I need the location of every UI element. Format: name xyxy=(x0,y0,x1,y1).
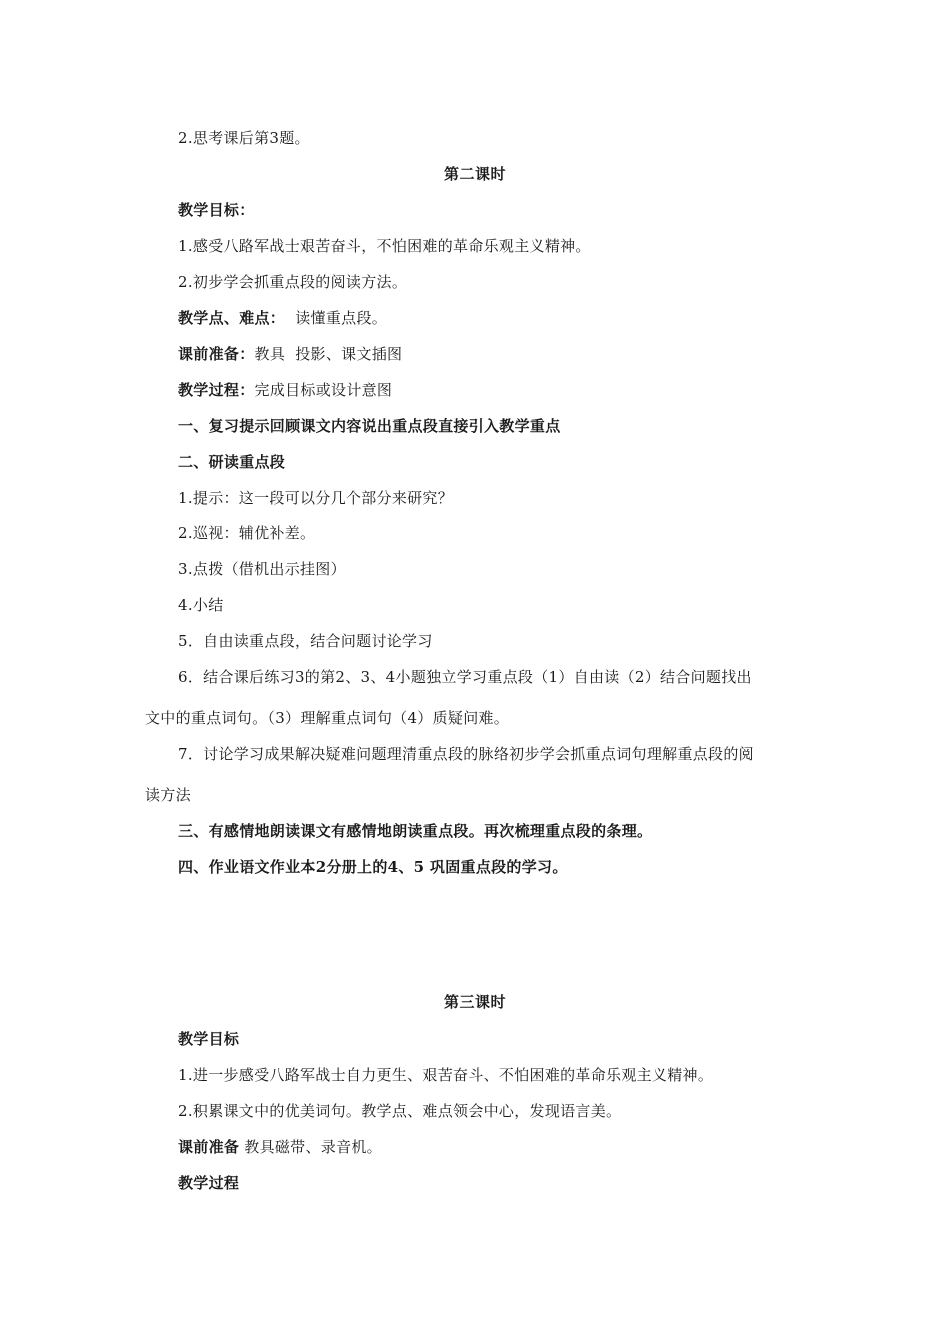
lesson-3-title: 第三课时 xyxy=(443,993,506,1011)
process-text: 完成目标或设计意图 xyxy=(254,381,393,399)
step-7-line-2: 读方法 xyxy=(145,786,191,804)
step-3: 3.点拨（借机出示挂图） xyxy=(178,560,346,578)
lesson-2-title: 第二课时 xyxy=(443,165,506,183)
step-2: 2.巡视：辅优补差。 xyxy=(178,524,316,542)
teaching-goal-2: 2.初步学会抓重点段的阅读方法。 xyxy=(178,273,408,291)
section-4-heading: 四、作业语文作业本2分册上的4、5 巩固重点段的学习。 xyxy=(178,858,568,876)
process-row xyxy=(178,380,392,400)
step-5: 5．自由读重点段，结合问题讨论学习 xyxy=(178,632,433,650)
step-4: 4.小结 xyxy=(178,596,224,614)
teaching-goal-label: 教学目标： xyxy=(178,201,255,219)
section-2-heading: 二、研读重点段 xyxy=(178,453,286,471)
key-points-text: 读懂重点段。 xyxy=(285,309,388,327)
key-points-label: 教学点、难点： xyxy=(178,309,286,327)
lesson-3-preparation-label: 课前准备 xyxy=(178,1138,240,1156)
lesson-3-preparation-text: 教具磁带、录音机。 xyxy=(239,1138,382,1156)
lesson-3-goal-1: 1.进一步感受八路军战士自力更生、艰苦奋斗、不怕困难的革命乐观主义精神。 xyxy=(178,1066,714,1084)
lesson-3-goal-2: 2.积累课文中的优美词句。教学点、难点领会中心，发现语言美。 xyxy=(178,1102,622,1120)
preparation-row xyxy=(178,344,402,364)
process-label: 教学过程： xyxy=(178,381,255,399)
lesson-3-goal-label: 教学目标 xyxy=(178,1030,240,1048)
step-7-line-1: 7．讨论学习成果解决疑难问题理清重点段的脉络初步学会抓重点词句理解重点段的阅 xyxy=(178,745,754,763)
homework-item-2: 2.思考课后第3题。 xyxy=(178,129,310,147)
lesson-3-preparation-row xyxy=(178,1137,382,1157)
step-1: 1.提示：这一段可以分几个部分来研究？ xyxy=(178,489,454,507)
preparation-text: 教具 投影、课文插图 xyxy=(254,345,403,363)
lesson-3-process-label: 教学过程 xyxy=(178,1174,240,1192)
key-points-row xyxy=(178,308,387,328)
step-6-line-2: 文中的重点词句。（3）理解重点词句（4）质疑问难。 xyxy=(145,709,510,727)
step-6-line-1: 6．结合课后练习3的第2、3、4小题独立学习重点段（1）自由读（2）结合问题找出 xyxy=(178,668,752,686)
preparation-label: 课前准备： xyxy=(178,345,255,363)
section-3-heading: 三、有感情地朗读课文有感情地朗读重点段。再次梳理重点段的条理。 xyxy=(178,822,653,840)
teaching-goal-1: 1.感受八路军战士艰苦奋斗，不怕困难的革命乐观主义精神。 xyxy=(178,237,591,255)
section-1-heading: 一、复习提示回顾课文内容说出重点段直接引入教学重点 xyxy=(178,417,561,435)
